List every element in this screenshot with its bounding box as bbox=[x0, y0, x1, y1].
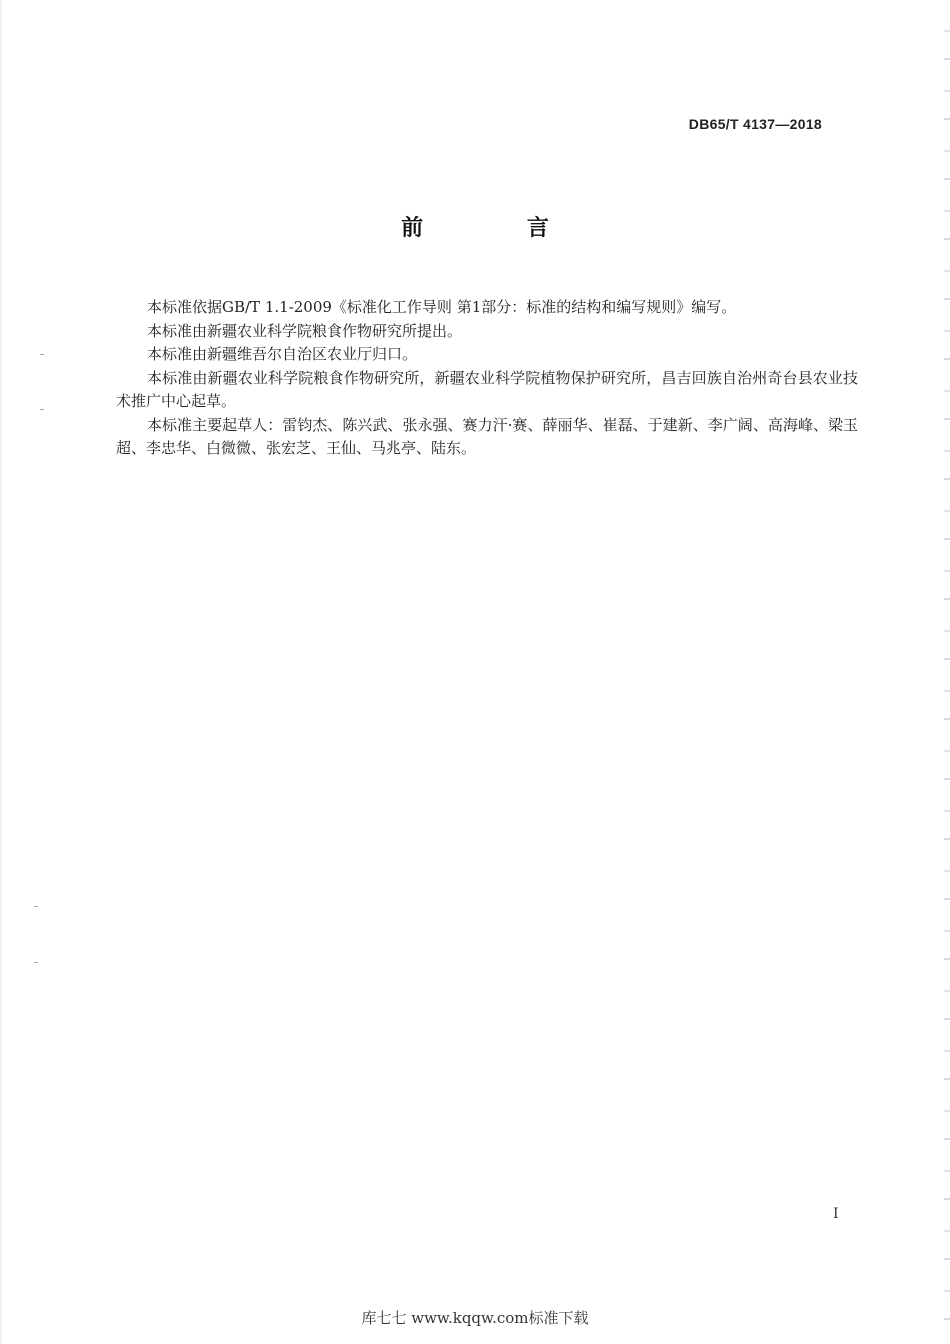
paragraph-centralized-by: 本标准由新疆维吾尔自治区农业厅归口。 bbox=[147, 345, 418, 363]
page-title: 前 言 bbox=[401, 216, 597, 241]
page-number: I bbox=[833, 1206, 839, 1222]
foreword-body bbox=[116, 296, 858, 461]
paragraph-drafting-units: 本标准由新疆农业科学院粮食作物研究所，新疆农业科学院植物保护研究所，昌吉回族自治州奇台县农业技术推广中心起草。 bbox=[116, 368, 858, 410]
standard-code: DB65/T 4137—2018 bbox=[688, 116, 822, 132]
paragraph-basis: 本标准依据GB/T 1.1-2009《标准化工作导则 第1部分：标准的结构和编写规则》编写。 bbox=[147, 298, 737, 316]
paragraph-drafters: 本标准主要起草人：雷钧杰、陈兴武、张永强、赛力汗·赛、薛丽华、崔磊、于建新、李广阔、高海峰、梁玉超、李忠华、白微微、张宏芝、王仙、马兆亭、陆东。 bbox=[116, 415, 858, 457]
scan-edge-left bbox=[0, 0, 2, 1344]
footer-watermark: 库七七 www.kqqw.com标准下载 bbox=[361, 1309, 589, 1327]
scan-speck bbox=[40, 354, 44, 355]
scan-speck bbox=[40, 409, 44, 410]
scan-speck bbox=[34, 906, 38, 907]
scan-speck bbox=[34, 962, 38, 963]
paragraph-proposer: 本标准由新疆农业科学院粮食作物研究所提出。 bbox=[147, 321, 463, 340]
scan-edge-right bbox=[944, 0, 950, 1344]
